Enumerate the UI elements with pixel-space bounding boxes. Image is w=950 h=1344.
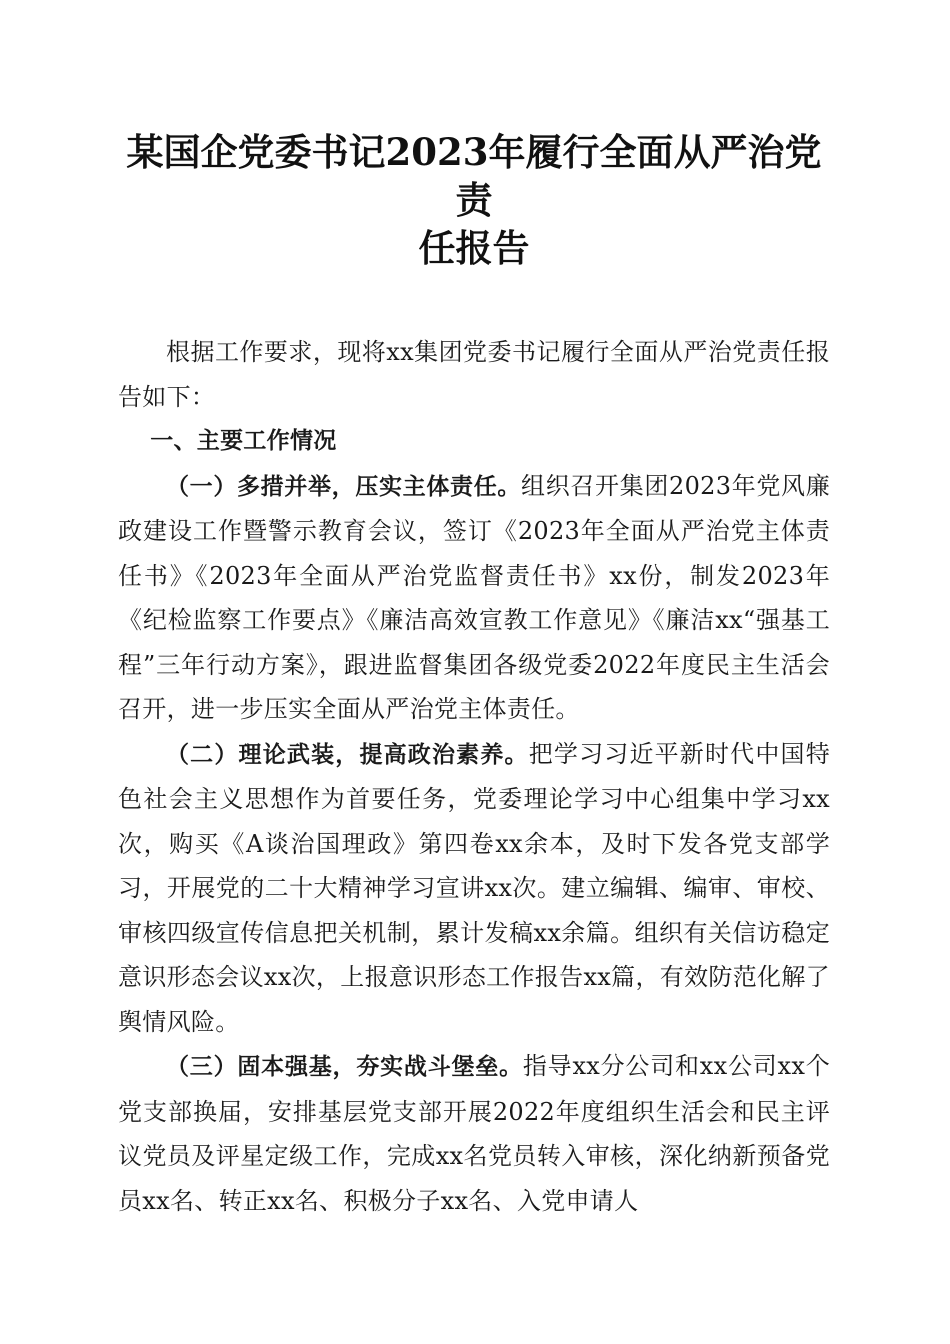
document-title bbox=[118, 128, 830, 272]
title-line-2: 任报告 bbox=[418, 226, 530, 270]
paragraph-1-text: 组织召开集团2023年党风廉政建设工作暨警示教育会议，签订《2023年全面从严治党主体责任书》《2023年全面从严治党监督责任书》xx份，制发2023年《纪检监察工作要点》《廉洁高效宣教工作意见》《廉洁xx“强基工程”三年行动方案》，跟进监督集团各级党委2022年度民主生活会召开，进一步压实全面从严治党主体责任。 bbox=[118, 471, 830, 723]
paragraph-2 bbox=[118, 732, 830, 1045]
paragraph-1 bbox=[118, 464, 830, 732]
paragraph-3 bbox=[118, 1044, 830, 1223]
intro-paragraph: 根据工作要求，现将xx集团党委书记履行全面从严治党责任报告如下： bbox=[118, 338, 830, 411]
paragraph-1-lead: （一）多措并举，压实主体责任。 bbox=[166, 473, 522, 500]
paragraph-3-text: 指导xx分公司和xx公司xx个党支部换届，安排基层党支部开展2022年度组织生活会和民主评议党员及评星定级工作，完成xx名党员转入审核，深化纳新预备党员xx名、转正xx名、积极分子xx名、入党申请人 bbox=[118, 1052, 830, 1215]
paragraph-2-text: 把学习习近平新时代中国特色社会主义思想作为首要任务，党委理论学习中心组集中学习xx次，购买《A谈治国理政》第四卷xx余本，及时下发各党支部学习，开展党的二十大精神学习宣讲xx次。建立编辑、编审、审校、审核四级宣传信息把关机制，累计发稿xx余篇。组织有关信访稳定意识形态会议xx次，上报意识形态工作报告xx篇，有效防范化解了舆情风险。 bbox=[118, 739, 831, 1036]
section-heading: 一、主要工作情况 bbox=[150, 428, 337, 454]
title-line-1: 某国企党委书记2023年履行全面从严治党责 bbox=[126, 130, 822, 222]
paragraph-2-lead: （二）理论武装，提高政治素养。 bbox=[166, 741, 529, 768]
paragraph-3-lead: （三）固本强基，夯实战斗堡垒。 bbox=[166, 1054, 523, 1080]
document-body bbox=[118, 330, 830, 1223]
